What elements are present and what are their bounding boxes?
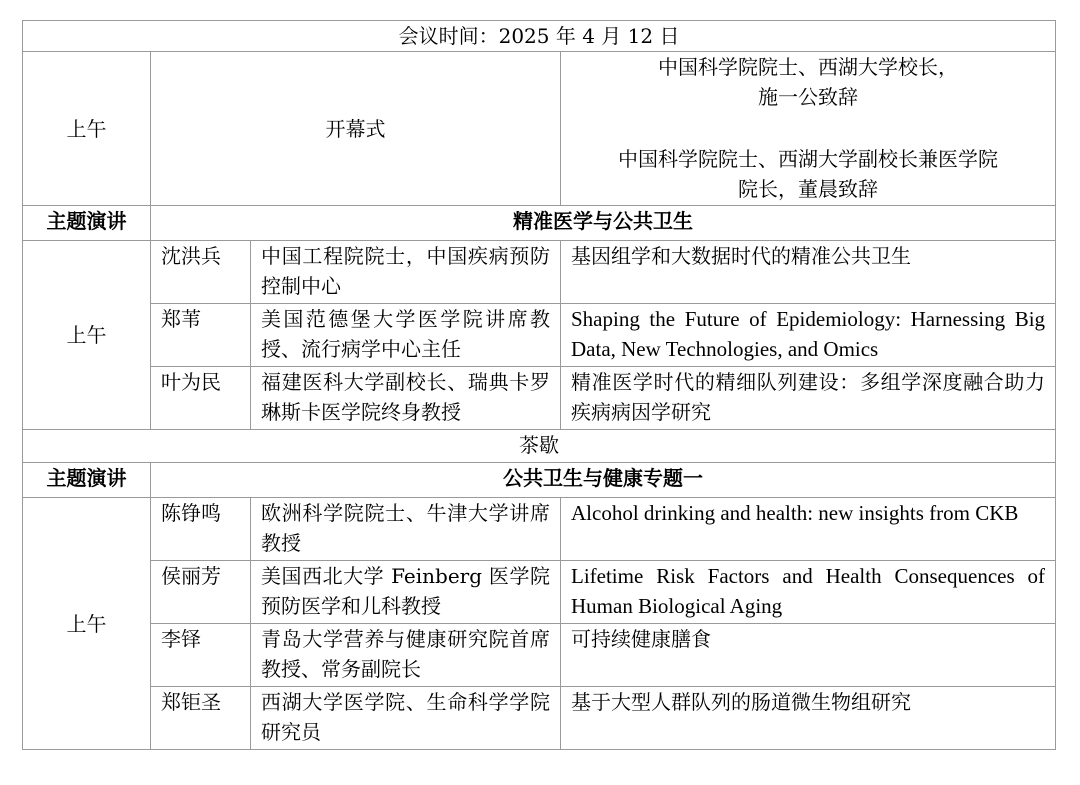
speaker-affiliation: 青岛大学营养与健康研究院首席教授、常务副院长 [251,624,561,687]
speaker-affiliation: 中国工程院院士，中国疾病预防控制中心 [251,241,561,304]
section-header-row [23,206,1056,241]
speaker-name: 郑钜圣 [151,687,251,750]
speaker-name: 沈洪兵 [151,241,251,304]
talk-row [23,624,1056,687]
speaker-name: 郑苇 [151,304,251,367]
speaker-affiliation: 美国范德堡大学医学院讲席教授、流行病学中心主任 [251,304,561,367]
opening-speeches [561,52,1056,206]
speaker-name: 侯丽芳 [151,561,251,624]
talk-row [23,241,1056,304]
opening-time: 上午 [23,52,151,206]
session-time: 上午 [23,498,151,750]
speaker-affiliation: 西湖大学医学院、生命科学学院研究员 [251,687,561,750]
date-row [23,21,1056,52]
speech1-line1: 中国科学院院士、西湖大学校长， [658,55,959,79]
talk-title: 基于大型人群队列的肠道微生物组研究 [561,687,1056,750]
talk-row [23,687,1056,750]
talk-title: Alcohol drinking and health: new insights from CKB [561,498,1056,561]
speaker-name: 叶为民 [151,367,251,430]
talk-row [23,498,1056,561]
speaker-name: 李铎 [151,624,251,687]
speech1-line2: 施一公致辞 [758,85,859,109]
section-label: 主题演讲 [23,206,151,241]
section-theme: 精准医学与公共卫生 [151,206,1056,241]
tea-break: 茶歇 [23,430,1056,463]
talk-row [23,304,1056,367]
talk-title: Lifetime Risk Factors and Health Consequences of Human Biological Aging [561,561,1056,624]
talk-row [23,367,1056,430]
talk-title: Shaping the Future of Epidemiology: Harnessing Big Data, New Technologies, and Omics [561,304,1056,367]
opening-title: 开幕式 [151,52,561,206]
talk-title: 基因组学和大数据时代的精准公共卫生 [561,241,1056,304]
section-label: 主题演讲 [23,463,151,498]
tea-break-row [23,430,1056,463]
section-header-row [23,463,1056,498]
speech2-line2: 院长，董晨致辞 [738,177,879,201]
talk-title: 可持续健康膳食 [561,624,1056,687]
talk-title: 精准医学时代的精细队列建设：多组学深度融合助力疾病病因学研究 [561,367,1056,430]
speech2-line1: 中国科学院院士、西湖大学副校长兼医学院 [618,147,999,171]
speaker-affiliation: 美国西北大学 Feinberg 医学院预防医学和儿科教授 [251,561,561,624]
conference-schedule-table [22,20,1056,750]
section-theme: 公共卫生与健康专题一 [151,463,1056,498]
speaker-affiliation: 福建医科大学副校长、瑞典卡罗琳斯卡医学院终身教授 [251,367,561,430]
talk-row [23,561,1056,624]
speaker-affiliation: 欧洲科学院院士、牛津大学讲席教授 [251,498,561,561]
speaker-name: 陈铮鸣 [151,498,251,561]
session-time: 上午 [23,241,151,430]
meeting-date: 会议时间：2025 年 4 月 12 日 [23,21,1056,52]
opening-row [23,52,1056,206]
